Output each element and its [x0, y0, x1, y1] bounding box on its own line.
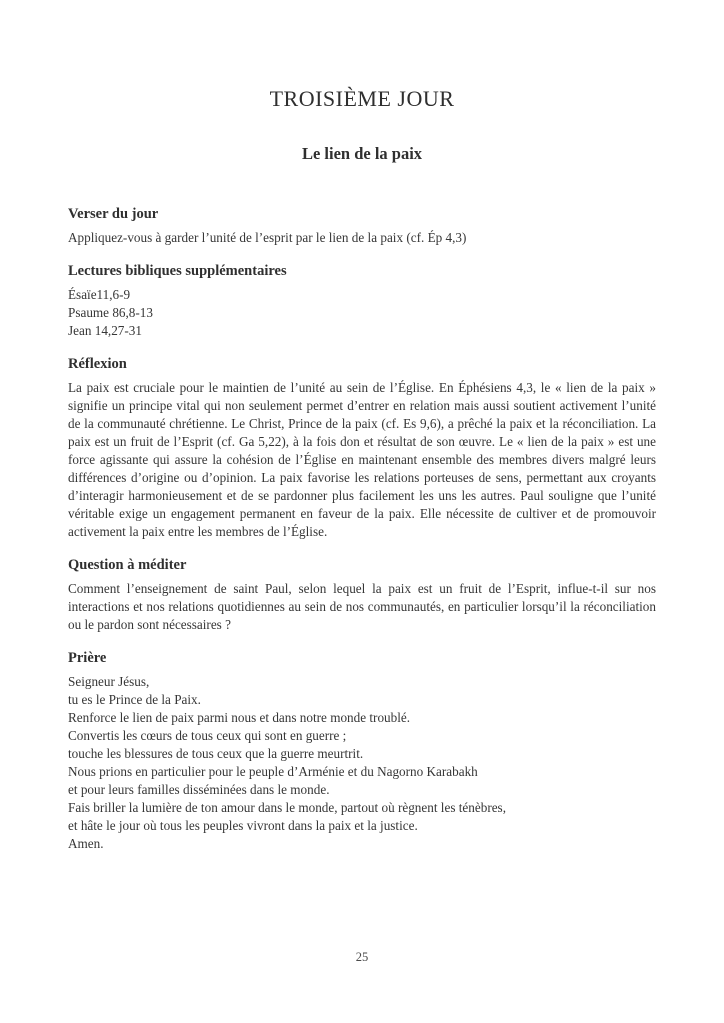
page-title: TROISIÈME JOUR — [269, 86, 455, 111]
section-verse-of-the-day — [68, 206, 656, 247]
verse-of-the-day-text: Appliquez-vous à garder l’unité de l’esprit par le lien de la paix (cf. Ép 4,3) — [68, 230, 467, 245]
prayer-line: et hâte le jour où tous les peuples vivront dans la paix et la justice. — [68, 818, 418, 833]
prayer-line: Fais briller la lumière de ton amour dans le monde, partout où règnent les ténèbres, — [68, 800, 506, 815]
meditation-question-heading: Question à méditer — [68, 557, 187, 573]
verse-of-the-day-heading: Verser du jour — [68, 206, 159, 222]
bible-readings-heading: Lectures bibliques supplémentaires — [68, 263, 287, 279]
prayer-line: Amen. — [68, 836, 104, 851]
prayer-line: Nous prions en particulier pour le peuple d’Arménie et du Nagorno Karabakh — [68, 764, 478, 779]
prayer-line: tu es le Prince de la Paix. — [68, 692, 201, 707]
prayer-line: Renforce le lien de paix parmi nous et dans notre monde troublé. — [68, 710, 411, 725]
prayer-line: et pour leurs familles disséminées dans le monde. — [68, 782, 330, 797]
section-bible-readings — [68, 263, 656, 340]
reflection-text: La paix est cruciale pour le maintien de l’unité au sein de l’Église. En Éphésiens 4,3, le « lien de la paix » signifie un principe vital qui non seulement permet d’entrer en relation mais aussi soutient activement l’unité de la communauté chrétienne. Le Christ, Prince de la paix (cf. Es 9,6), a prêché la paix et la réconciliation. La paix est un fruit de l’Esprit (cf. Ga 5,22), à la fois don et résultat de son œuvre. Le « lien de la paix » est une force agissante qui assure la cohésion de l’Église en maintenant ensemble des membres divers malgré leurs différences d’origine ou d’opinion. La paix favorise les relations porteuses de sens, permettant aux croyants d’interagir harmonieusement et de se pardonner plus facilement les uns les autres. Paul souligne que l’unité véritable exige un engagement permanent en faveur de la paix. Elle nécessite de cultiver et de promouvoir activement la paix entre les membres de l’Église. — [68, 380, 656, 539]
meditation-question-text: Comment l’enseignement de saint Paul, selon lequel la paix est un fruit de l’Esprit, influe-t-il sur nos interactions et nos relations quotidiennes au sein de nos communautés, en particulier lorsqu’il la réconciliation ou le pardon sont nécessaires ? — [68, 581, 656, 632]
prayer-line: Seigneur Jésus, — [68, 674, 150, 689]
reflection-heading: Réflexion — [68, 356, 127, 372]
section-reflection — [68, 356, 656, 541]
prayer-line: Convertis les cœurs de tous ceux qui sont en guerre ; — [68, 728, 347, 743]
page-subtitle: Le lien de la paix — [301, 144, 423, 163]
prayer-line: touche les blessures de tous ceux que la guerre meurtrit. — [68, 746, 364, 761]
reading-line: Ésaïe11,6-9 — [68, 287, 131, 302]
reading-line: Psaume 86,8-13 — [68, 305, 153, 320]
prayer-heading: Prière — [68, 650, 107, 666]
reading-line: Jean 14,27-31 — [68, 323, 142, 338]
section-prayer — [68, 650, 656, 853]
page-number: 25 — [355, 950, 369, 964]
section-meditation-question — [68, 557, 656, 634]
